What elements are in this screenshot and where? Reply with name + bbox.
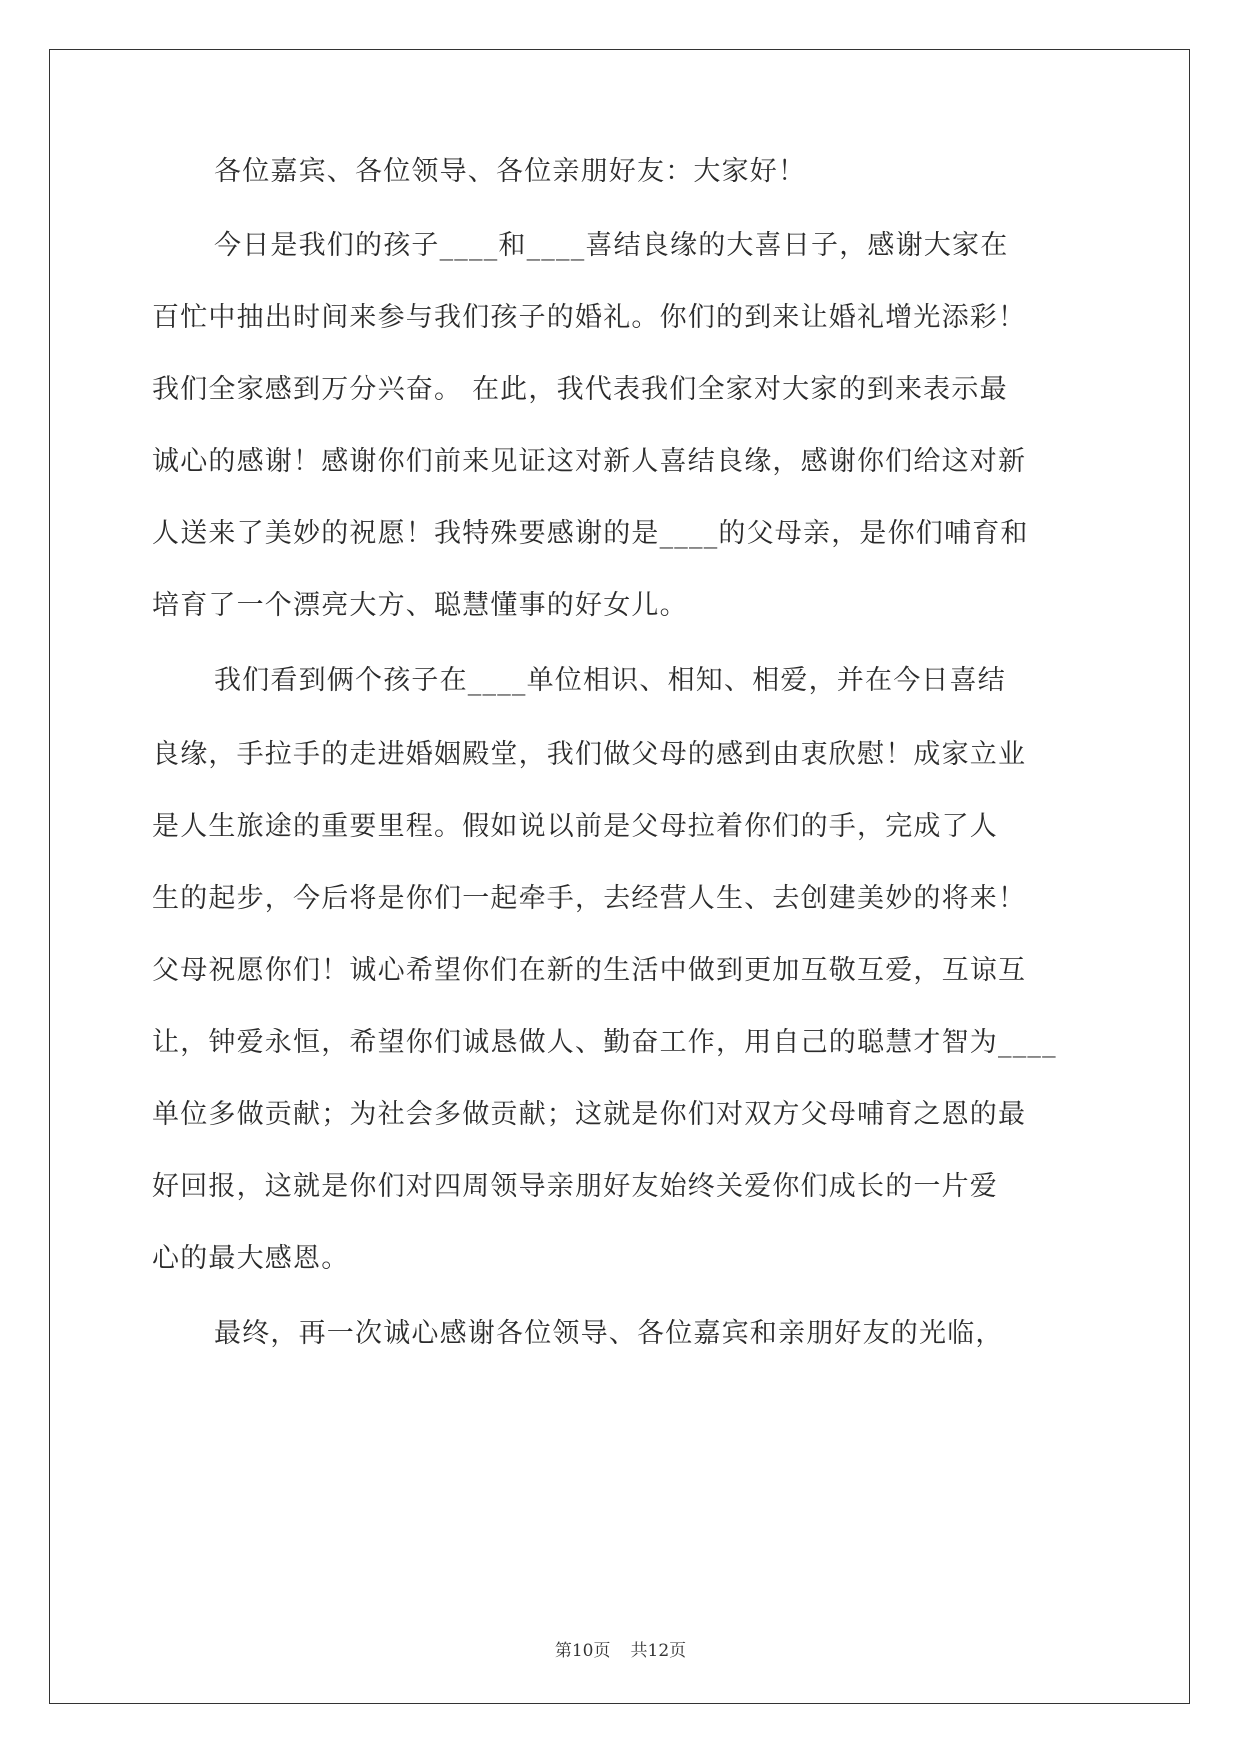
paragraph-1-line-2: 百忙中抽出时间来参与我们孩子的婚礼。你们的到来让婚礼增光添彩！ <box>152 302 1027 333</box>
paragraph-2-line-3: 是人生旅途的重要里程。假如说以前是父母拉着你们的手，完成了人 <box>152 811 998 842</box>
paragraph-2-line-6: 让，钟爱永恒，希望你们诚恳做人、勤奋工作，用自己的聪慧才智为____ <box>152 1027 1057 1058</box>
paragraph-1-line-4: 诚心的感谢！感谢你们前来见证这对新人喜结良缘，感谢你们给这对新 <box>152 446 1027 477</box>
page-total: 共12页 <box>630 1641 687 1661</box>
page-footer <box>0 1636 1241 1661</box>
paragraph-2-line-1: 我们看到俩个孩子在____单位相识、相知、相爱，并在今日喜结 <box>214 665 1006 696</box>
page-number: 第10页 <box>554 1641 611 1661</box>
paragraph-2-line-8: 好回报，这就是你们对四周领导亲朋好友始终关爱你们成长的一片爱 <box>152 1171 998 1202</box>
page-border <box>49 49 1190 1704</box>
salutation-line: 各位嘉宾、各位领导、各位亲朋好友：大家好！ <box>214 156 807 187</box>
paragraph-2-line-9: 心的最大感恩。 <box>152 1243 350 1274</box>
paragraph-2-line-4: 生的起步，今后将是你们一起牵手，去经营人生、去创建美妙的将来！ <box>152 883 1027 914</box>
paragraph-2-line-7: 单位多做贡献；为社会多做贡献；这就是你们对双方父母哺育之恩的最 <box>152 1099 1027 1130</box>
paragraph-1-line-3: 我们全家感到万分兴奋。 在此，我代表我们全家对大家的到来表示最 <box>152 374 1008 405</box>
paragraph-3-line-1: 最终，再一次诚心感谢各位领导、各位嘉宾和亲朋好友的光临， <box>214 1318 1004 1349</box>
paragraph-2-line-5: 父母祝愿你们！诚心希望你们在新的生活中做到更加互敬互爱，互谅互 <box>152 955 1027 986</box>
paragraph-1-line-1: 今日是我们的孩子____和____喜结良缘的大喜日子，感谢大家在 <box>214 230 1009 261</box>
paragraph-1-line-5: 人送来了美妙的祝愿！我特殊要感谢的是____的父母亲，是你们哺育和 <box>152 518 1029 549</box>
paragraph-1-line-6: 培育了一个漂亮大方、聪慧懂事的好女儿。 <box>152 590 688 621</box>
paragraph-2-line-2: 良缘，手拉手的走进婚姻殿堂，我们做父母的感到由衷欣慰！成家立业 <box>152 739 1027 770</box>
